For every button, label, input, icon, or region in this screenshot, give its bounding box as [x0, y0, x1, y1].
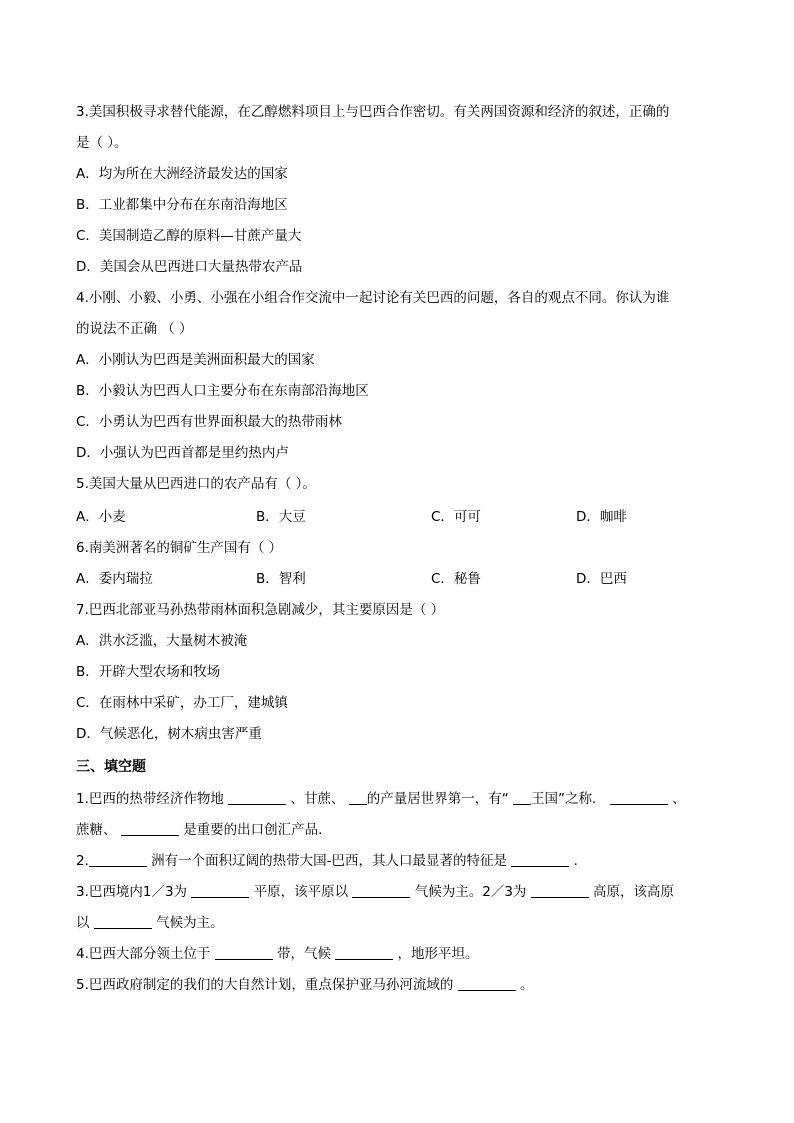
- q4-option-c: C．小勇认为巴西有世界面积最大的热带雨林: [76, 414, 342, 430]
- fill-5-line: [76, 975, 533, 995]
- q4-stem-line1: 4.小刚、小毅、小勇、小强在小组合作交流中一起讨论有关巴西的问题，各自的观点不同。你认为谁: [76, 290, 670, 306]
- q5-option-d: D．咖啡: [576, 509, 627, 525]
- q6-options-row: [76, 569, 676, 589]
- q5-option-a: A．小麦: [76, 509, 126, 525]
- q3-option-a: A．均为所在大洲经济最发达的国家: [76, 166, 288, 182]
- fill-1-blank-3[interactable]: [513, 790, 531, 805]
- q7-stem: 7.巴西北部亚马孙热带雨林面积急剧减少，其主要原因是（ ）: [76, 602, 445, 618]
- q6-option-c: C．秘鲁: [431, 571, 481, 587]
- fill-1-text-g: 是重要的出口创汇产品．: [178, 822, 332, 838]
- q5-option-c: C．可可: [431, 509, 481, 525]
- fill-4-blank-2[interactable]: [335, 945, 393, 960]
- fill-3-text-b: 平原，该平原以: [249, 884, 353, 900]
- fill-3-text-a: 3.巴西境内1／3为: [76, 884, 192, 900]
- q5-options-row: [76, 507, 676, 527]
- q5-stem: 5.美国大量从巴西进口的农产品有（ ）。: [76, 476, 316, 492]
- fill-1-blank-1[interactable]: [228, 790, 286, 805]
- q3-option-d: D．美国会从巴西进口大量热带农产品: [76, 259, 303, 275]
- fill-5-text-a: 5.巴西政府制定的我们的大自然计划，重点保护亚马孙河流域的: [76, 977, 458, 993]
- fill-4-text-b: 带，气候: [272, 946, 336, 962]
- fill-2-text-a: 2.: [76, 853, 89, 869]
- q4-option-b: B．小毅认为巴西人口主要分布在东南部沿海地区: [76, 383, 369, 399]
- q6-option-b: B．智利: [256, 571, 306, 587]
- fill-2-line: [76, 851, 587, 871]
- q3-option-c: C．美国制造乙醇的原料—甘蔗产量大: [76, 228, 302, 244]
- fill-4-text-c: ，地形平坦。: [393, 946, 479, 962]
- fill-1-blank-2[interactable]: [349, 790, 367, 805]
- fill-3-text-c: 气候为主。2／3为: [410, 884, 531, 900]
- fill-3-line2: [76, 913, 224, 933]
- fill-3-text-f: 气候为主。: [151, 915, 224, 931]
- q6-option-d: D．巴西: [576, 571, 627, 587]
- fill-4-blank-1[interactable]: [215, 945, 273, 960]
- fill-1-line1: [76, 789, 686, 809]
- q4-stem-line2: 的说法不正确 （ ）: [76, 321, 193, 337]
- fill-3-text-e: 以: [76, 915, 94, 931]
- fill-5-blank-1[interactable]: [458, 976, 516, 991]
- q4-option-d: D．小强认为巴西首都是里约热内卢: [76, 445, 289, 461]
- fill-1-text-d: 王国”之称．: [531, 791, 610, 807]
- fill-3-line1: [76, 882, 674, 902]
- q4-option-a: A．小刚认为巴西是美洲面积最大的国家: [76, 352, 315, 368]
- section-title: 三、填空题: [76, 759, 146, 775]
- q5-option-b: B．大豆: [256, 509, 306, 525]
- q3-stem-line2: 是（ ）。: [76, 135, 128, 151]
- fill-1-text-c: 的产量居世界第一，有“: [366, 791, 514, 807]
- fill-1-blank-4[interactable]: [610, 790, 668, 805]
- fill-4-text-a: 4.巴西大部分领土位于: [76, 946, 215, 962]
- q3-stem-line1: 3.美国积极寻求替代能源，在乙醇燃料项目上与巴西合作密切。有关两国资源和经济的叙述，正确的: [76, 104, 670, 120]
- q7-option-a: A．洪水泛滥，大量树木被淹: [76, 633, 248, 649]
- fill-1-text-e: 、: [667, 791, 686, 807]
- fill-3-text-d: 高原，该高原: [588, 884, 675, 900]
- fill-3-blank-4[interactable]: [94, 914, 152, 929]
- fill-2-text-c: ．: [569, 853, 588, 869]
- fill-3-blank-1[interactable]: [191, 883, 249, 898]
- q7-option-b: B．开辟大型农场和牧场: [76, 664, 221, 680]
- fill-3-blank-2[interactable]: [352, 883, 410, 898]
- fill-2-blank-2[interactable]: [511, 852, 569, 867]
- fill-1-text-b: 、甘蔗、: [286, 791, 349, 807]
- fill-1-text-f: 蔗糖、: [76, 822, 121, 838]
- q6-option-a: A．委内瑞拉: [76, 571, 153, 587]
- q3-option-b: B．工业都集中分布在东南沿海地区: [76, 197, 288, 213]
- fill-2-text-b: 洲有一个面积辽阔的热带大国-巴西，其人口最显著的特征是: [146, 853, 512, 869]
- fill-1-line2: [76, 820, 332, 840]
- q7-option-c: C．在雨林中采矿，办工厂，建城镇: [76, 695, 288, 711]
- fill-1-blank-5[interactable]: [121, 821, 179, 836]
- fill-2-blank-1[interactable]: [89, 852, 147, 867]
- fill-5-text-b: 。: [515, 977, 534, 993]
- fill-4-line: [76, 944, 479, 964]
- q6-stem: 6.南美洲著名的铜矿生产国有（ ）: [76, 540, 283, 556]
- q7-option-d: D．气候恶化，树木病虫害严重: [76, 726, 262, 742]
- fill-1-text-a: 1.巴西的热带经济作物地: [76, 791, 229, 807]
- fill-3-blank-3[interactable]: [531, 883, 589, 898]
